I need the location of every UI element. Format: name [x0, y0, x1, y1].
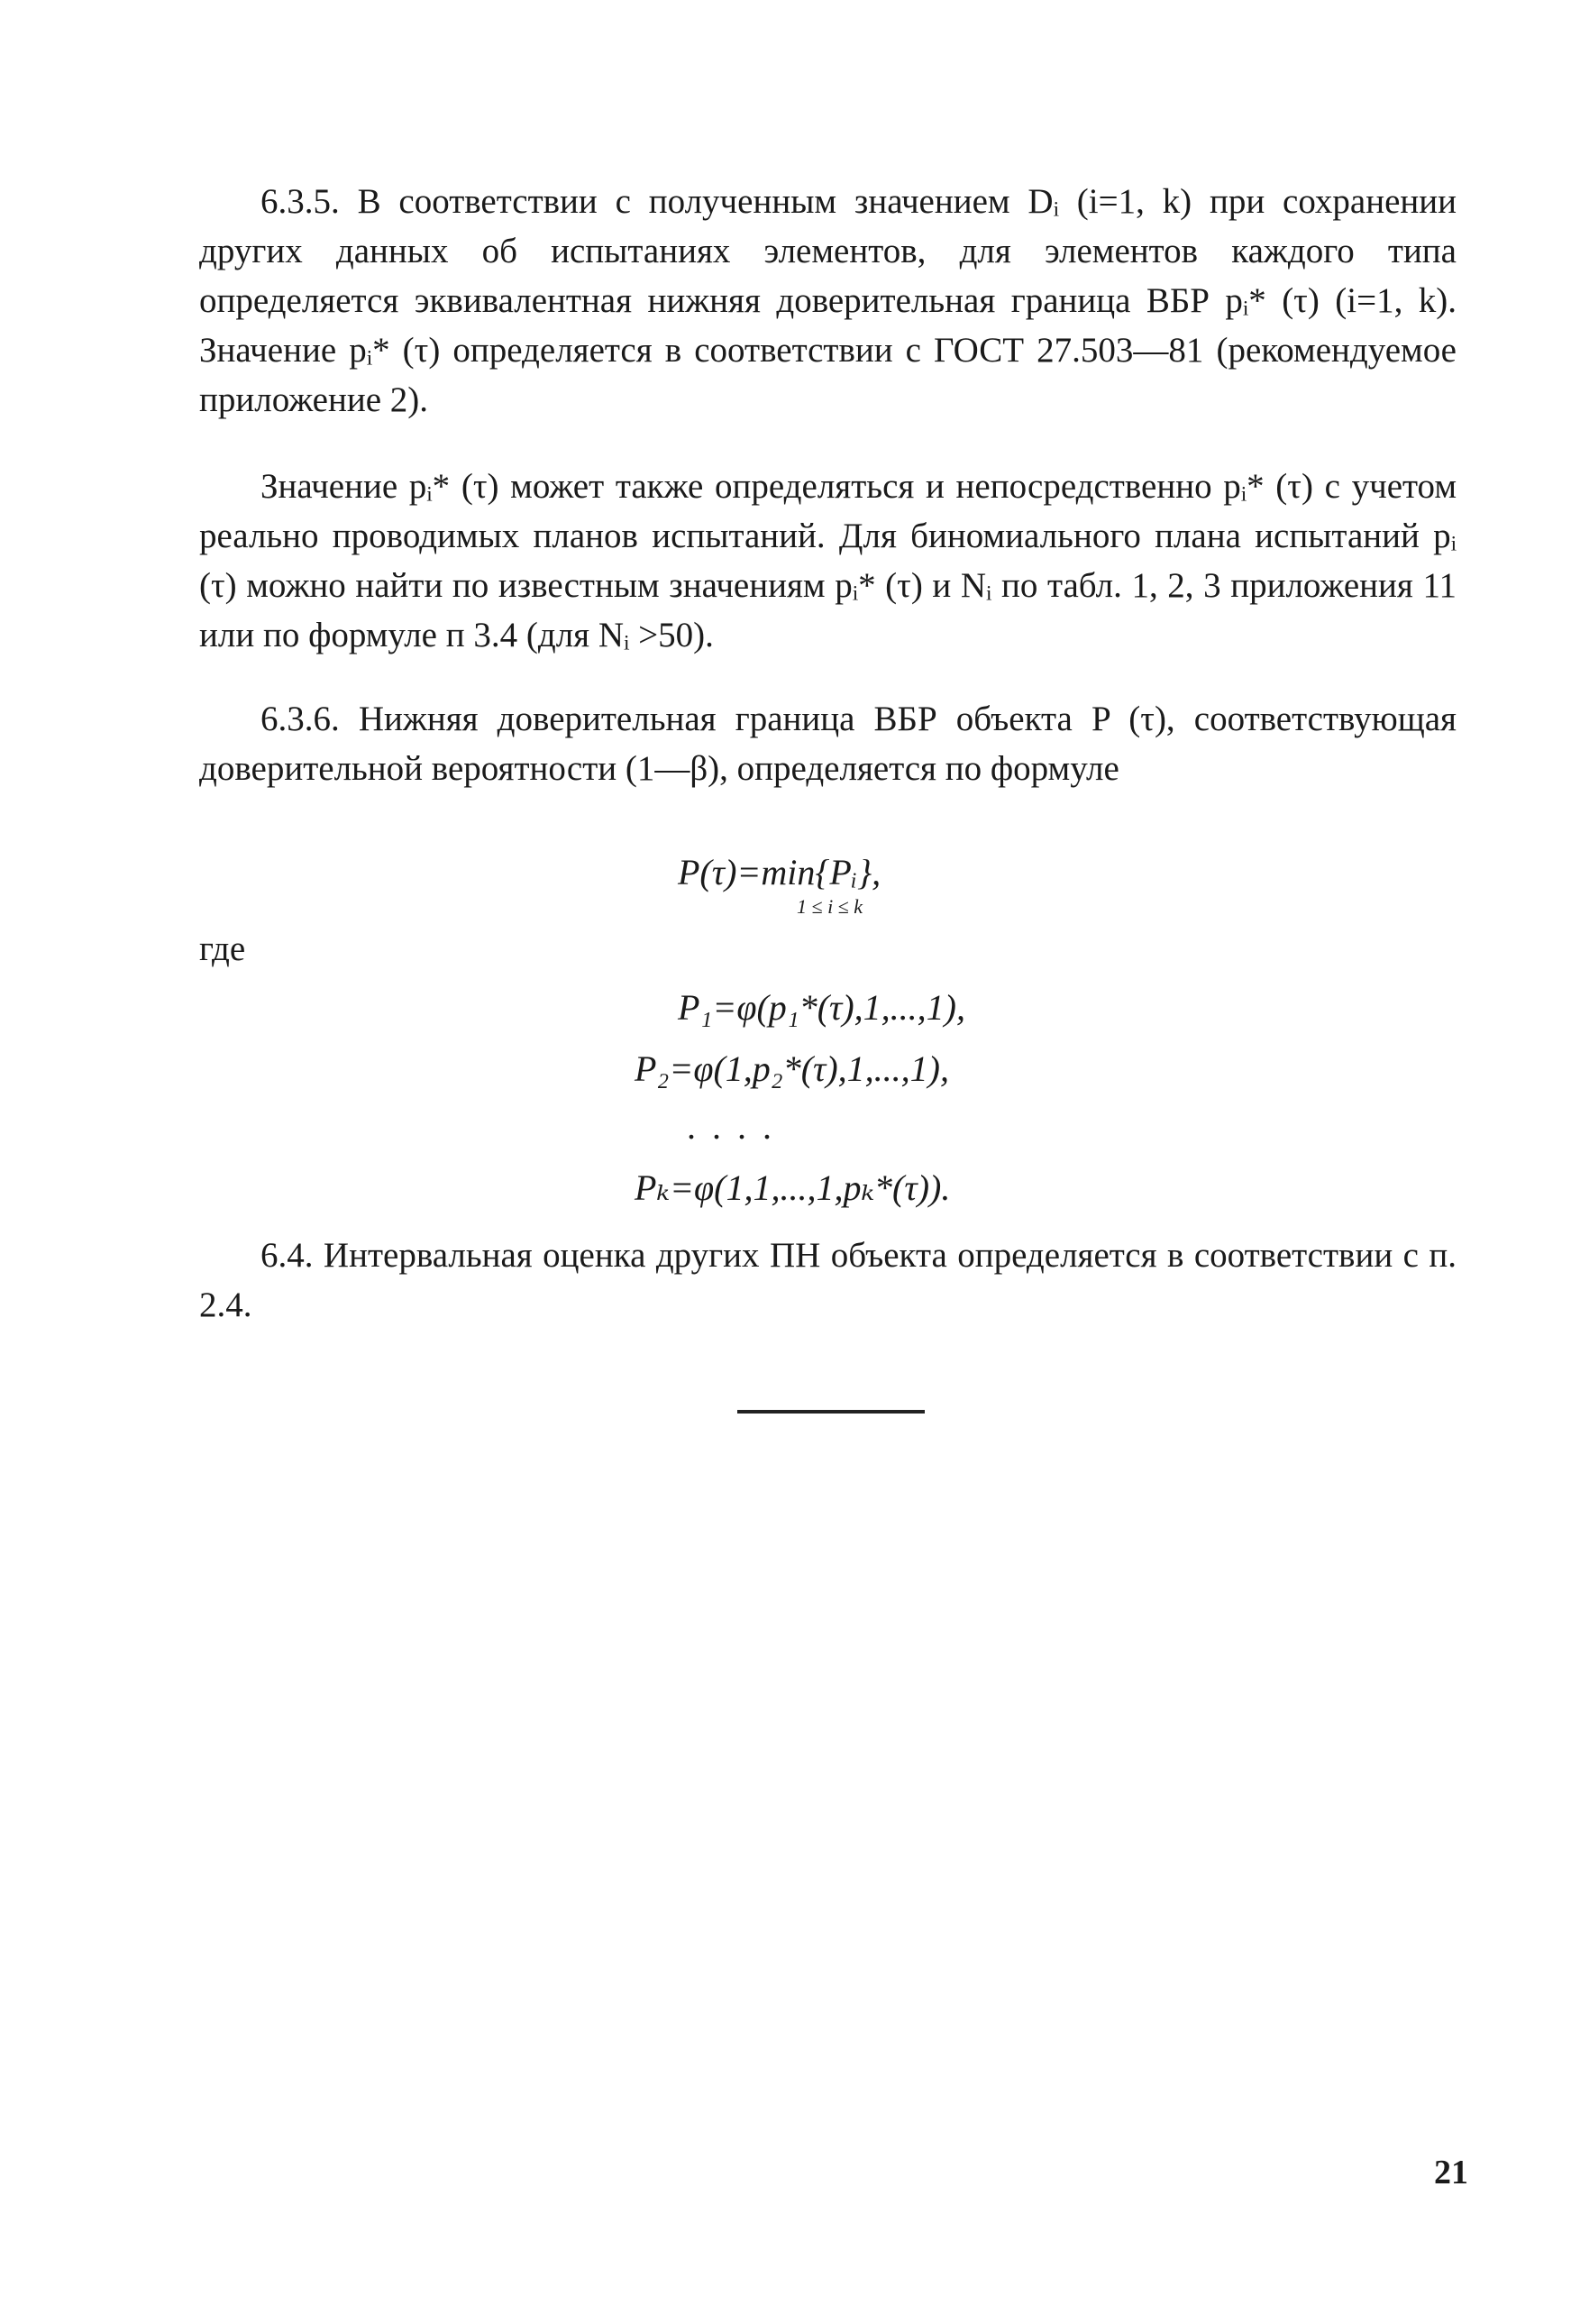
formula-ellipsis: ....: [687, 1106, 788, 1147]
formula-p1: P₁=φ(p₁*(τ),1,...,1),: [678, 987, 965, 1028]
page-number: 21: [1434, 2154, 1468, 2191]
formula-p2: P₂=φ(1,p₂*(τ),1,...,1),: [635, 1048, 949, 1089]
section-end-rule: [737, 1410, 925, 1414]
where-label: где: [199, 929, 246, 968]
paragraph-6-3-5-continued: Значение pᵢ* (τ) может также определяться и непосредственно pᵢ* (τ) с учетом реально проводимых планов испытаний. Для биномиального плана испытаний pᵢ (τ) можно найти по известным значениям pᵢ* (τ) и Nᵢ по табл. 1, 2, 3 приложения 11 или по формуле п 3.4 (для Nᵢ >50).: [199, 467, 1457, 654]
paragraph-6-3-6: 6.3.6. Нижняя доверительная граница ВБР объекта P (τ), соответствующая доверительной вероятности (1—β), определяется по формуле: [199, 700, 1457, 788]
formula-pk: Pₖ=φ(1,1,...,1,pₖ*(τ)).: [635, 1167, 951, 1208]
paragraph-6-3-5: 6.3.5. В соответствии с полученным значением Dᵢ (i=1, k) при сохранении других данных об испытаниях элементов, для элементов каждого типа определяется эквивалентная нижняя доверительная граница ВБР pᵢ* (τ) (i=1, k). Значение pᵢ* (τ) определяется в соответствии с ГОСТ 27.503—81 (рекомендуемое приложение 2).: [199, 182, 1457, 419]
formula-main-expression: P(τ)=min{Pᵢ},: [678, 852, 881, 892]
formula-main-subscript: 1 ≤ i ≤ k: [797, 895, 863, 918]
paragraph-6-4: 6.4. Интервальная оценка других ПН объекта определяется в соответствии с п. 2.4.: [199, 1236, 1457, 1324]
formula-object-lower-bound: [678, 847, 881, 917]
